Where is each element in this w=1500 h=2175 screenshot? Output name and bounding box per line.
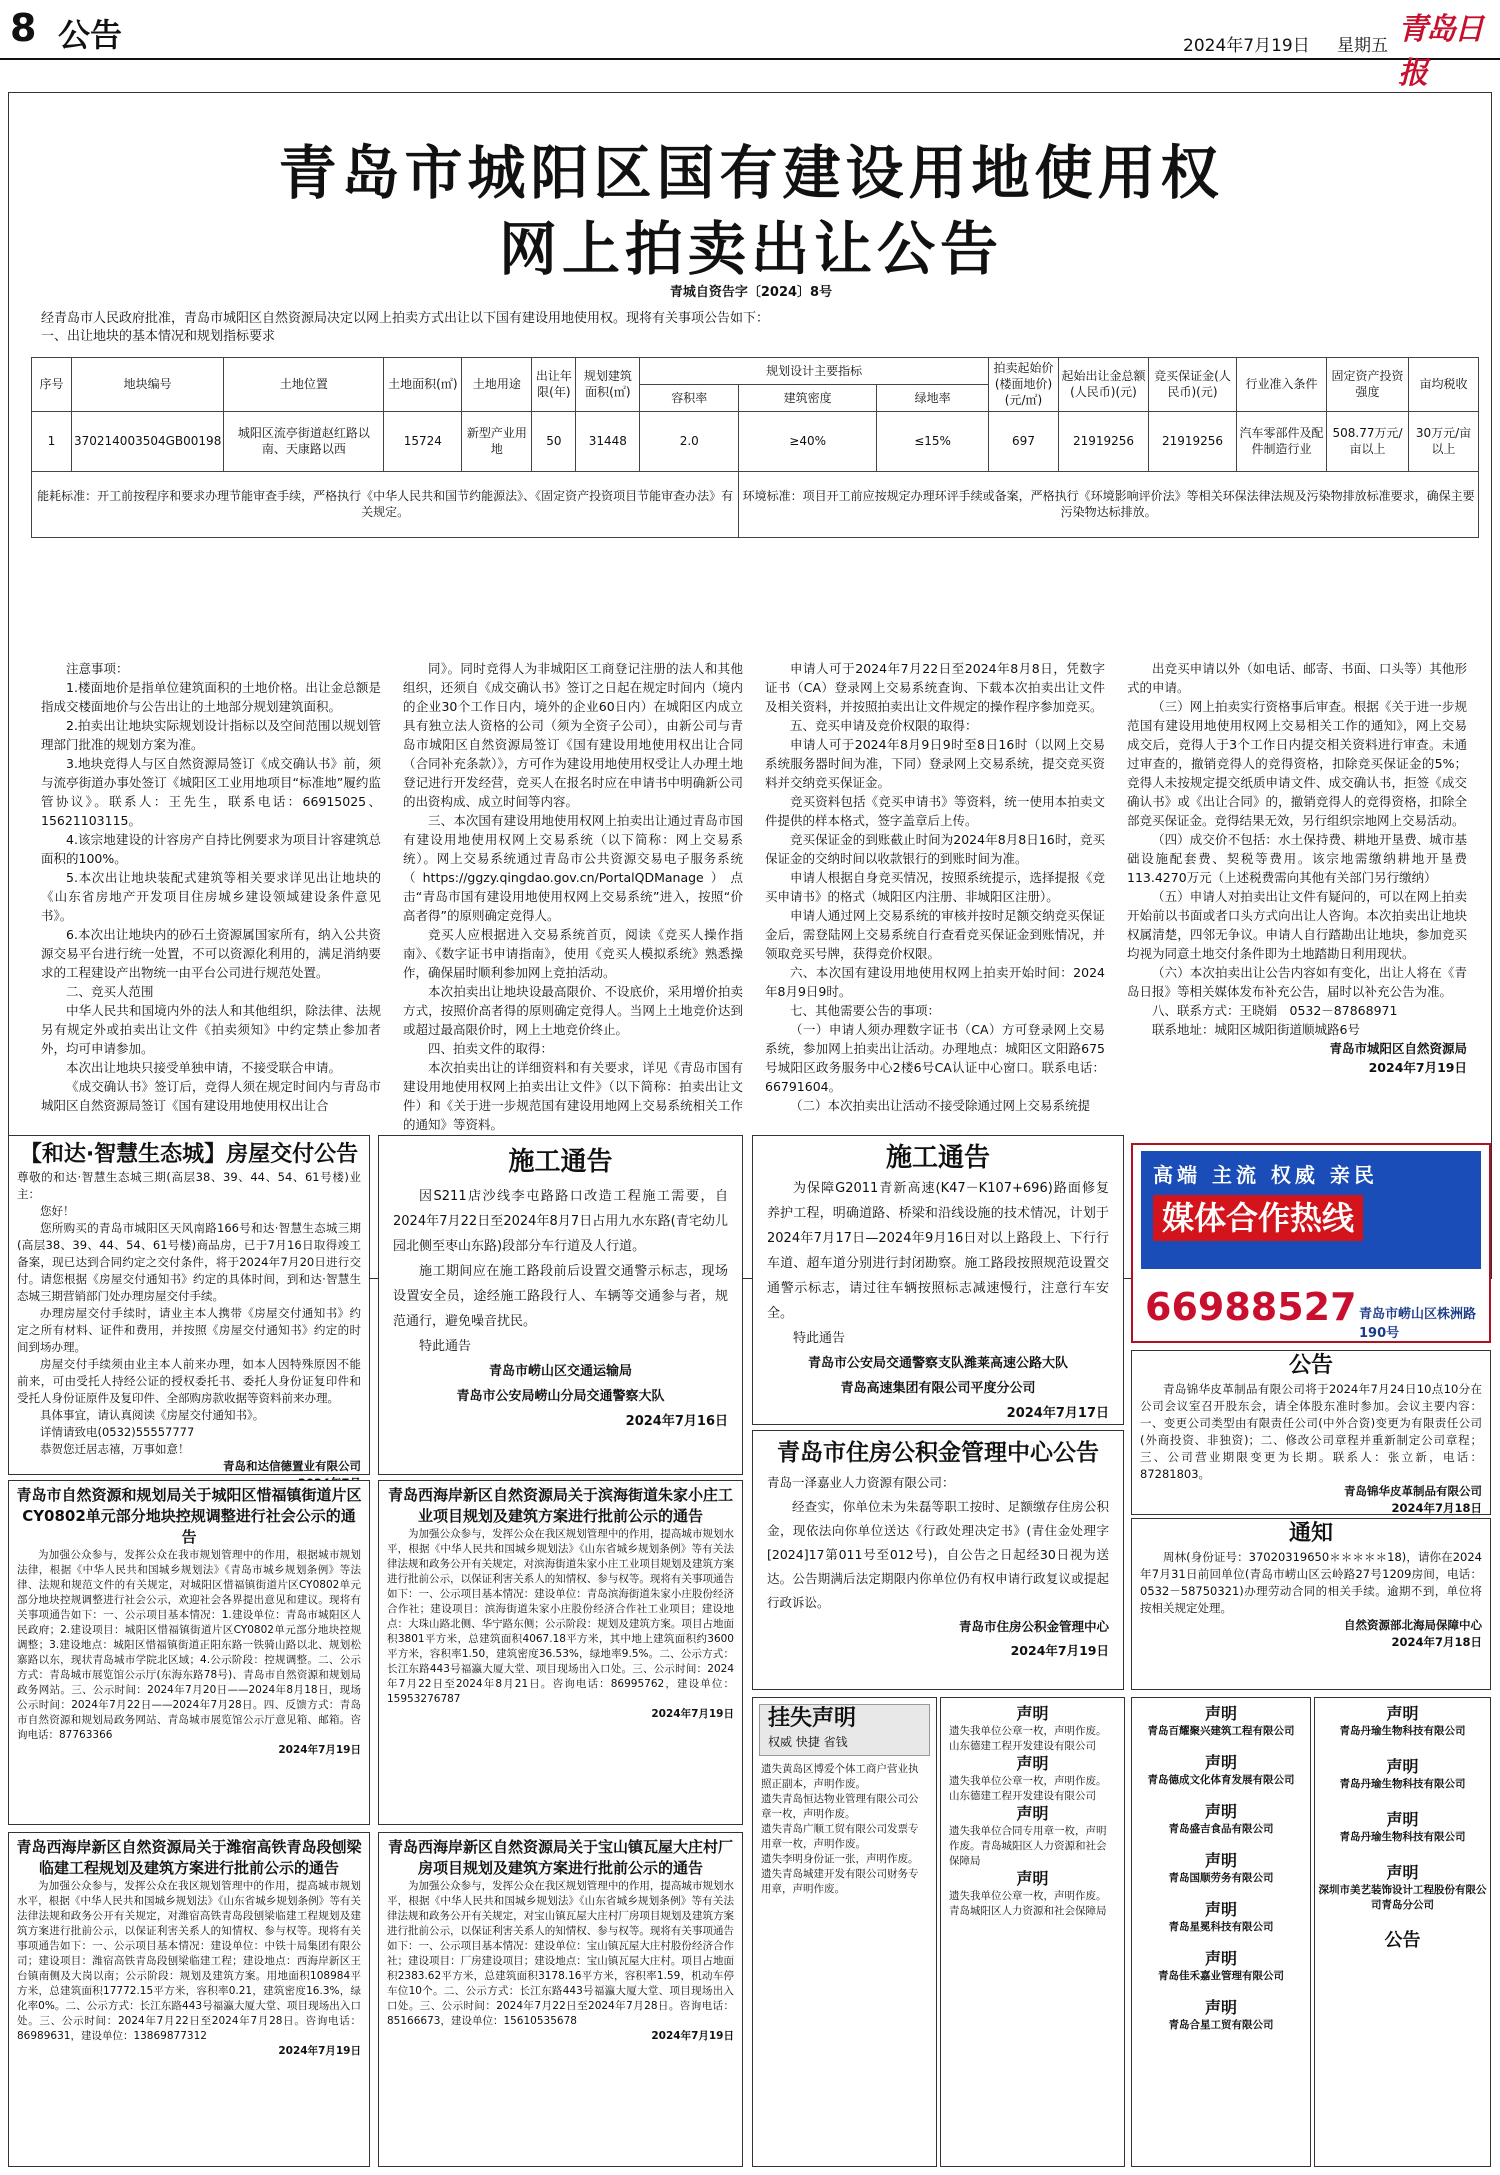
notice-text xyxy=(379,1527,742,1722)
statement-org: 青岛丹瑜生物科技有限公司 xyxy=(1339,1725,1466,1737)
issue-weekday: 星期五 xyxy=(1337,36,1388,56)
paragraph: 为加强公众参与，发挥公众在我区规划管理中的作用，提高城市规划水平，根据《中华人民共和国城乡规划法》《山东省城乡规划条例》等有关法律法规和政务公开有关规定，对滨海街道朱家小庄工业项目规划及建筑方案进行批前公示，以保证利害关系人的知情权、参与权等。现将有关事项通告如下：一、公示项目基本情况：建设单位：青岛滨海街道朱家小庄股份经济合作社；建设项目：滨海街道朱家小庄股份经济合作社工业项目；建设地点：大珠山路北侧、华宁路东侧；公示阶段：规划及建筑方案。项目占地面积3801平方米，总建筑面积4067.18平方米，其中地上建筑面积约3600平方米，容积率1.50，建筑密度36.53%，绿地率9.5%。二、公示方式：长江东路443号福瀛大厦大堂、项目现场出入口处。三、公示时间：2024年7月22日至2024年8月21日。咨询电话：86995762，建设单位：15953276787 xyxy=(387,1528,734,1705)
statement-heading: 声明 xyxy=(1016,1754,1049,1773)
list-item: 遗失青岛城建开发有限公司财务专用章，声明作废。 xyxy=(761,1868,919,1895)
cell: ≥40% xyxy=(739,411,877,471)
land-parcel-table xyxy=(31,357,1479,538)
ad-phone: 66988527 xyxy=(1145,1285,1357,1329)
issue-date: 2024年7月19日 xyxy=(651,2030,734,2042)
cell: 15724 xyxy=(384,411,462,471)
paragraph: 1.楼面地价是指单位建筑面积的土地价格。出让金总额是指成交楼面地价与公告出让的土地部分规划建筑面积。 xyxy=(41,680,381,714)
construction-notice-highway xyxy=(752,1135,1124,1425)
paragraph: 四、拍卖文件的取得： xyxy=(428,1041,554,1056)
labor-contract-notice xyxy=(1131,1518,1491,1690)
paragraph: 申请人根据自身竞买情况，按照系统提示，选择提报《竞买申请书》的格式（城阳区内注册、非城阳区注册）。 xyxy=(765,870,1105,904)
paragraph: 中华人民共和国境内外的法人和其他组织，除法律、法规另有规定外或拍卖出让文件《拍卖须知》中约定禁止参加者外，均可申请参加。 xyxy=(41,1003,381,1056)
classified-banner xyxy=(759,1704,930,1756)
notice-text xyxy=(9,1548,369,1758)
statement-heading: 声明 xyxy=(1204,1704,1237,1723)
th-deposit: 竞买保证金(人民币)(元) xyxy=(1149,358,1237,412)
th-far: 容积率 xyxy=(640,384,739,411)
list-item: 遗失黄岛区博爱个体工商户营业执照正副本，声明作废。 xyxy=(761,1763,919,1790)
list-item: 遗失青岛广顺工贸有限公司发票专用章一枚，声明作废。 xyxy=(761,1823,919,1850)
list-item: 遗失李明身份证一张，声明作废。 xyxy=(761,1853,919,1865)
th-use: 土地用途 xyxy=(462,358,532,412)
lost-statement-column-4 xyxy=(1314,1697,1491,2167)
notice-title xyxy=(9,135,1493,287)
cell: 新型产业用地 xyxy=(462,411,532,471)
cell: 2.0 xyxy=(640,411,739,471)
statement-org: 青岛丹瑜生物科技有限公司 xyxy=(1339,1831,1466,1843)
issue-date: 2024年7月19日 xyxy=(651,1708,734,1720)
media-partner-ad xyxy=(1131,1143,1491,1343)
th-industry: 行业准入条件 xyxy=(1237,358,1327,412)
statement-heading: 声明 xyxy=(1386,1757,1419,1776)
paragraph: （一）申请人须办理数字证书（CA）方可登录网上交易系统，参加网上拍卖出让活动。办理地点：城阳区文阳路675号城阳区政务服务中心2楼6号CA认证中心窗口。联系电话：66791604。 xyxy=(765,1022,1105,1094)
paragraph: 经查实，你单位未为朱磊等职工按时、足额缴存住房公积金，现依法向你单位送达《行政处理决定书》(青住金处理字[2024]17第011号至012号)，自公告之日起经30日视为送达。公告期满后法定期限内你单位仍有权申请行政复议或提起行政诉讼。 xyxy=(767,1499,1109,1610)
section-heading: 一、出让地块的基本情况和规划指标要求 xyxy=(41,329,276,344)
signature-org: 青岛市城阳区自然资源局 xyxy=(1329,1041,1467,1056)
notice-heading: 施工通告 xyxy=(885,1143,990,1173)
issuer: 青岛锦华皮革制品有限公司 xyxy=(1344,1484,1482,1498)
planning-notice-binhai xyxy=(378,1480,743,1825)
paragraph: 4.该宗地建设的计容房产自持比例要求为项目计容建筑总面积的100%。 xyxy=(41,832,381,866)
paragraph: 本次拍卖出让的详细资料和有关要求，详见《青岛市国有建设用地使用权网上拍卖出让文件》（以下简称：拍卖出让文件）和《关于进一步规范国有建设用地网上交易系统相关工作的通知》等资料。 xyxy=(403,1060,743,1132)
cell: 1 xyxy=(32,411,72,471)
statement-org: 青岛百耀聚兴建筑工程有限公司 xyxy=(1147,1725,1295,1737)
paragraph: 竞买资料包括《竞买申请书》等资料，统一使用本拍卖文件提供的样本格式，签字盖章后上传。 xyxy=(765,794,1105,828)
notice-column-2 xyxy=(403,659,743,1134)
notice-heading: 青岛西海岸新区自然资源局关于滨海街道朱家小庄工业项目规划及建筑方案进行批前公示的通告 xyxy=(387,1486,733,1525)
housing-delivery-notice xyxy=(8,1135,370,1475)
paragraph: 联系地址：城阳区城阳街道顺城路6号 xyxy=(1152,1022,1360,1037)
th-parcel-no: 地块编号 xyxy=(72,358,224,412)
shareholder-meeting-notice xyxy=(1131,1350,1491,1515)
ad-address: 青岛市崂山区株洲路190号 xyxy=(1359,1307,1477,1341)
paragraph: 3.地块竞得人与区自然资源局签订《成交确认书》前，须与流亭街道办事处签订《城阳区工业用地项目“标准地”履约监管协议》。联系人：王先生，联系电话：66915025、15621103115。 xyxy=(41,756,381,828)
section-name: 公告 xyxy=(58,16,123,54)
statement-text: 遗失我单位合同专用章一枚，声明作废。青岛城阳区人力资源和社会保障局 xyxy=(949,1825,1107,1867)
planning-notice-baoshan xyxy=(378,1832,743,2167)
paragraph: 您好！ xyxy=(40,1204,75,1218)
paragraph: 特此通告 xyxy=(793,1331,846,1346)
paragraph: 六、本次国有建设用地使用权网上拍卖开始时间：2024年8月9日9时。 xyxy=(765,965,1105,999)
notice-heading: 【和达·智慧生态城】房屋交付公告 xyxy=(19,1142,359,1167)
paragraph: 本次出让地块只接受单独申请，不接受联合申请。 xyxy=(66,1060,342,1075)
cell: 30万元/亩以上 xyxy=(1409,411,1479,471)
statement-text: 遗失我单位公章一枚，声明作废。山东德建工程开发建设有限公司 xyxy=(949,1775,1107,1802)
ad-tags: 高端 主流 权威 亲民 xyxy=(1153,1163,1378,1187)
th-floor-area: 规划建筑面积(㎡) xyxy=(576,358,640,412)
paragraph: 注意事项： xyxy=(66,661,129,676)
lost-statement-column-3 xyxy=(1131,1697,1311,2167)
notice-column-4 xyxy=(1127,659,1467,1077)
notice-heading: 施工通告 xyxy=(508,1147,613,1177)
issuer-2: 青岛高速集团有限公司平度分公司 xyxy=(840,1381,1036,1396)
ad-banner xyxy=(1141,1151,1481,1269)
paragraph: 5.本次出让地块装配式建筑等相关要求详见出让地块的《山东省房地产开发项目住房城乡建设领域建设条件意见书》。 xyxy=(41,870,381,923)
cell: 汽车零部件及配件制造行业 xyxy=(1237,411,1327,471)
statement-org: 深圳市美艺装饰设计工程股份有限公司青岛分公司 xyxy=(1318,1884,1487,1911)
statement-org: 青岛合星工贸有限公司 xyxy=(1168,2019,1274,2031)
page-number: 8 xyxy=(10,6,37,50)
paragraph: 具体事宜，请认真阅读《房屋交付通知书》。 xyxy=(40,1408,265,1422)
th-index: 序号 xyxy=(32,358,72,412)
notice-text xyxy=(753,1176,1123,1426)
cell: 370214003504GB00198 xyxy=(72,411,224,471)
th-total-price: 起始出让金总额(人民币)(元) xyxy=(1059,358,1149,412)
th-density: 建筑密度 xyxy=(739,384,877,411)
paragraph: （二）本次拍卖出让活动不接受除通过网上交易系统提 xyxy=(790,1098,1091,1113)
planning-notice-cy0802 xyxy=(8,1480,370,1825)
masthead xyxy=(0,0,1500,91)
classified-slogan: 权威 快捷 省钱 xyxy=(768,1735,848,1749)
housing-fund-notice xyxy=(752,1430,1124,1690)
issue-date: 2024年7月18日 xyxy=(1391,1635,1482,1649)
statement-org: 青岛丹瑜生物科技有限公司 xyxy=(1339,1778,1466,1790)
statement-heading: 声明 xyxy=(1386,1863,1419,1882)
paragraph: 二、竞买人范围 xyxy=(66,984,154,999)
notice-title-line2: 网上拍卖出让公告 xyxy=(498,215,1003,283)
paragraph: 因S211店沙线李屯路路口改造工程施工需要，自2024年7月22日至2024年8月7日占用九水东路(青宅幼儿园北侧至枣山东路)段部分车行道及人行道。 xyxy=(393,1189,728,1254)
th-start-price: 拍卖起始价(楼面地价)(元/㎡) xyxy=(989,358,1059,412)
statement-heading: 声明 xyxy=(1204,1998,1237,2017)
paragraph: 施工期间应在施工路段前后设置交通警示标志，现场设置安全员，途经施工路段行人、车辆等交通参与者，规范通行，避免噪音扰民。 xyxy=(393,1264,728,1329)
paragraph: （四）成交价不包括：水土保持费、耕地开垦费、城市基础设施配套费、契税等费用。该宗地需缴纳耕地开垦费113.4270万元（上述税费需向其他有关部门另行缴纳） xyxy=(1127,832,1467,885)
paragraph: 出竞买申请以外（如电话、邮寄、书面、口头等）其他形式的申请。 xyxy=(1127,661,1467,695)
statement-heading: 声明 xyxy=(1016,1869,1049,1888)
statement-org: 青岛德成文化体育发展有限公司 xyxy=(1147,1774,1295,1786)
cell: 21919256 xyxy=(1059,411,1149,471)
statement-heading: 声明 xyxy=(1204,1949,1237,1968)
table-row xyxy=(32,411,1479,471)
classified-items xyxy=(753,1762,936,1897)
paragraph: 您所购买的青岛市城阳区天风南路166号和达·智慧生态城三期(高层38、39、44、54、61号楼)商品房，已于7月16日取得竣工备案，现已达到合同约定之交付条件，将于2024年7月20日进行交付。请您根据《房屋交付通知书》约定的具体时间，到和达·智慧生态城三期营销部门处办理房屋交付手续。 xyxy=(17,1221,361,1303)
small-notice-heading: 公告 xyxy=(1384,1930,1421,1951)
paragraph: 特此通告 xyxy=(419,1339,472,1354)
paragraph: 恭贺您迁居志禧，万事如意！ xyxy=(40,1442,190,1456)
statement-heading: 声明 xyxy=(1204,1802,1237,1821)
paragraph: （六）本次拍卖出让公告内容如有变化，出让人将在《青岛日报》等相关媒体发布补充公告，届时以补充公告为准。 xyxy=(1127,965,1467,999)
th-tax: 亩均税收 xyxy=(1409,358,1479,412)
issue-date: 2024年7月19日 xyxy=(278,1744,361,1756)
paragraph: 详情请致电(0532)55557777 xyxy=(40,1425,195,1439)
paragraph: 为保障G2011青新高速(K47－K107+696)路面修复养护工程，明确道路、桥梁和沿线设施的技术情况，计划于2024年7月17日—2024年9月16日对以上路段上、下行行车道、超车道分别进行封闭勘察。施工路段按照规范设置交通警示标志，请过往车辆按照标志减速慢行，注意行车安全。 xyxy=(767,1181,1109,1321)
classified-header: 挂失声明 xyxy=(768,1706,857,1731)
list-item: 遗失青岛恒达物业管理有限公司公章一枚，声明作废。 xyxy=(761,1793,919,1820)
land-auction-notice xyxy=(8,92,1492,1279)
cell: 508.77万元/亩以上 xyxy=(1327,411,1409,471)
issue-date: 2024年7月19日 xyxy=(1183,36,1310,56)
cell: 城阳区流亭街道赵红路以南、天康路以西 xyxy=(224,411,384,471)
lost-statement-column-1 xyxy=(752,1697,937,2167)
issuer-1: 青岛市崂山区交通运输局 xyxy=(488,1364,632,1379)
paragraph: 为加强公众参与，发挥公众在我区规划管理中的作用，提高城市规划水平，根据《中华人民共和国城乡规划法》《山东省城乡规划条例》等有关法律法规和政务公开有关规定，对潍宿高铁青岛段刨梁临建工程规划及建筑方案进行批前公示，以保证利害关系人的知情权、参与权等。现将有关事项通告如下：一、公示项目基本情况：建设单位：中铁十局集团有限公司；建设项目：潍宿高铁青岛段刨梁临建工程；建设地点：西海岸新区王台镇南侧及大岗以南；公示阶段：规划及建筑方案。用地面积108984平方米，总建筑面积17772.15平方米，容积率0.21，建筑密度16.3%，绿化率0%。二、公示方式：长江东路443号福瀛大厦大堂、项目现场出入口处。三、公示时间：2024年7月22日至2024年7月28日。咨询电话：86989631，建设单位：13869877312 xyxy=(17,1880,361,2042)
construction-notice-laoshan xyxy=(378,1135,743,1475)
paragraph: 为加强公众参与，发挥公众在我市规划管理中的作用，根据城市规划法律，根据《中华人民共和国城乡规划法》《青岛市城乡规划条例》等法律、法规和规范文件的有关规定，对城阳区惜福镇街道片区CY0802单元部分地块控规调整进行社会公示，欢迎社会各界提出意见和建议。现将有关事项通告如下：一、公示项目基本情况：1.建设单位：青岛市城阳区人民政府；2.建设项目：城阳区惜福镇街道片区CY0802单元部分地块控规调整；3.建设地点：城阳区惜福镇街道正阳东路一铁骑山路以北、规划松寨路以东，现状青岛城市学院北区域；4.公示阶段：控规调整。二、公示方式：青岛城市展览馆公示厅(东海东路78号)、青岛市自然资源和规划局政务网站。三、公示时间：2024年7月20日——2024年8月18日，现场公示时间：2024年7月22日——2024年7月28日。四、反馈方式：青岛市自然资源和规划局政务网站、青岛城市展览馆公示厅意见箱、邮箱。咨询电话：87763366 xyxy=(17,1549,361,1741)
standards-row xyxy=(32,471,1479,537)
notice-heading: 青岛市自然资源和规划局关于城阳区惜福镇街道片区CY0802单元部分地块控规调整进行社会公示的通告 xyxy=(16,1486,362,1546)
statement-heading: 声明 xyxy=(1204,1851,1237,1870)
notice-text xyxy=(9,1879,369,2059)
notice-heading: 青岛西海岸新区自然资源局关于宝山镇瓦屋大庄村厂房项目规划及建筑方案进行批前公示的通告 xyxy=(387,1838,733,1877)
paragraph: 青岛锦华皮革制品有限公司将于2024年7月24日10点10分在公司会议室召开股东会，请全体股东准时参加。会议主要内容：一、变更公司类型由有限责任公司(中外合资)变更为有限责任公司(外商投资、非独资)；二、修改公司章程并重新制定公司章程；三、公司营业期限变更为长期。联系人：张立新，电话：87281803。 xyxy=(1140,1382,1482,1481)
paragraph: 周林(身份证号：37020319650＊＊＊＊＊18)，请你在2024年7月31日前回单位(青岛市崂山区云岭路27号1209房间，电话：0532－58750321)办理劳动合同的相关手续。逾期不到，单位将按相关规定处理。 xyxy=(1140,1550,1482,1615)
notice-column-1 xyxy=(41,659,381,1115)
paragraph: 申请人通过网上交易系统的审核并按时足额交纳竞买保证金后，需登陆网上交易系统自行查看竞买保证金到账情况，并领取竞买号牌，获得竞价权限。 xyxy=(765,908,1105,961)
paragraph: 6.本次出让地块内的砂石土资源属国家所有，纳入公共资源交易平台进行统一处置，不可以资源化利用的，满足消纳要求的工程建设产出物统一由平台公司进行规范处置。 xyxy=(41,927,381,980)
ad-headline: 媒体合作热线 xyxy=(1153,1195,1363,1241)
paragraph: （三）网上拍卖实行资格事后审查。根据《关于进一步规范国有建设用地使用权网上交易相关工作的通知》，网上交易成交后，竞得人于3个工作日内提交相关资料进行审查。未通过审查的，撤销竞得人的竞得资格，扣除竞买保证金的5%；竞得人未按规定提交纸质申请文件、成交确认书，拒签《成交确认书》或《出让合同》的，撤销竞得人的竞得资格，扣除全部竞买保证金。竞得结果无效，另行组织宗地网上交易活动。 xyxy=(1127,699,1467,828)
statement-org: 青岛国顺劳务有限公司 xyxy=(1168,1872,1274,1884)
statement-heading: 声明 xyxy=(1204,1900,1237,1919)
notice-heading: 青岛西海岸新区自然资源局关于潍宿高铁青岛段刨梁临建工程规划及建筑方案进行批前公示的通告 xyxy=(16,1838,362,1877)
issue-date: 2024年7月16日 xyxy=(625,1414,728,1429)
notice-heading: 公告 xyxy=(1288,1353,1333,1378)
paragraph: 竞买人应根据进入交易系统首页，阅读《竞买人操作指南》、《数字证书申请指南》，使用《竞买人模拟系统》熟悉操作，确保届时顺利参加网上竞拍活动。 xyxy=(403,927,743,980)
paragraph: 三、本次国有建设用地使用权网上拍卖出让通过青岛市国有建设用地使用权网上交易系统（以下简称：网上交易系统）。网上交易系统通过青岛市公共资源交易电子服务系统（https://ggzy.qingdao.gov.cn/PortalQDManage）点击“青岛市国有建设用地使用权网上交易系统”进入，按照“价高者得”的原则确定竞得人。 xyxy=(403,813,743,923)
paragraph: 青岛一泽嘉业人力资源有限公司： xyxy=(767,1475,955,1490)
paragraph: 五、竞买申请及竞价权限的取得： xyxy=(790,718,978,733)
statement-heading: 声明 xyxy=(1016,1704,1049,1723)
statement-org: 青岛佳禾嘉业管理有限公司 xyxy=(1158,1970,1284,1982)
notice-intro: 经青岛市人民政府批准，青岛市城阳区自然资源局决定以网上拍卖方式出让以下国有建设用地使用权。现将有关事项公告如下： xyxy=(41,311,770,326)
cell: 21919256 xyxy=(1149,411,1237,471)
notice-heading: 青岛市住房公积金管理中心公告 xyxy=(777,1440,1099,1466)
statement-heading: 声明 xyxy=(1386,1704,1419,1723)
issue-date: 2024年7月18日 xyxy=(1391,1501,1482,1515)
cell: 50 xyxy=(532,411,576,471)
statement-heading: 声明 xyxy=(1016,1804,1049,1823)
cell: ≤15% xyxy=(877,411,989,471)
paragraph: 为加强公众参与，发挥公众在我区规划管理中的作用，提高城市规划水平，根据《中华人民共和国城乡规划法》《山东省城乡规划条例》等有关法律法规和政务公开有关规定，对宝山镇瓦屋大庄村厂房项目规划及建筑方案进行批前公示，以保证利害关系人的知情权、参与权等。现将有关事项通告如下：一、公示项目基本情况：建设单位：宝山镇瓦屋大庄村股份经济合作社；建设项目：厂房建设项目；建设地点：宝山镇瓦屋大庄村。项目占地面积2383.62平方米，总建筑面积3178.16平方米，容积率1.59，机动车停车位10个。二、公示方式：长江东路443号福瀛大厦大堂、项目现场出入口处。三、公示时间：2024年7月22日至2024年7月28日。咨询电话：85166673，建设单位：15610535678 xyxy=(387,1880,734,2027)
paragraph: 尊敬的和达·智慧生态城三期(高层38、39、44、54、61号楼)业主： xyxy=(17,1170,361,1201)
th-term: 出让年限(年) xyxy=(532,358,576,412)
issuer-2: 青岛市公安局崂山分局交通警察大队 xyxy=(456,1389,665,1404)
th-green: 绿地率 xyxy=(877,384,989,411)
cell: 697 xyxy=(989,411,1059,471)
notice-text xyxy=(379,1879,742,2044)
document-number: 青城自资告字〔2024〕8号 xyxy=(669,285,833,300)
paragraph: 2.拍卖出让地块实际规划设计指标以及空间范围以规划管理部门批准的规划方案为准。 xyxy=(41,718,381,752)
th-area: 土地面积(㎡) xyxy=(384,358,462,412)
planning-notice-weisu xyxy=(8,1832,370,2167)
paragraph: 房屋交付手续须由业主本人前来办理，如本人因特殊原因不能前来，可由受托人持经公证的授权委托书、委托人身份证复印件和受托人身份证原件及复印件、全部购房款收据等资料前来办理。 xyxy=(17,1357,361,1405)
notice-text xyxy=(1132,1549,1490,1651)
paragraph: 《成交确认书》签订后，竞得人须在规定时间内与青岛市城阳区自然资源局签订《国有建设用地使用权出让合 xyxy=(41,1079,381,1113)
issue-date: 2024年7月19日 xyxy=(1010,1643,1109,1658)
th-planning-indicators: 规划设计主要指标 xyxy=(640,358,989,385)
statement-org: 青岛盛吉食品有限公司 xyxy=(1168,1823,1274,1835)
environment-standard: 环境标准：项目开工前应按规定办理环评手续或备案，严格执行《环境影响评价法》等相关环保法律法规及污染物排放标准要求，确保主要污染物达标排放。 xyxy=(739,471,1479,537)
statement-heading: 声明 xyxy=(1204,1753,1237,1772)
lost-statement-column-2 xyxy=(940,1697,1125,2167)
paragraph: 同》。同时竞得人为非城阳区工商登记注册的法人和其他组织，还须自《成交确认书》签订之日起在规定时间内（境内的企业30个工作日内，境外的企业60日内）在城阳区内成立具有独立法人资格的公司（须为全资子公司），由新公司与青岛市城阳区自然资源局签订《国有建设用地使用权出让合同（合同补充条款）》，方可作为建设用地使用权受让人办理土地登记进行开发经营，竞买人在报名时应在申请书中明确新公司的出资构成、成立时间等内容。 xyxy=(403,661,743,809)
notice-text xyxy=(379,1184,742,1434)
notice-heading: 通知 xyxy=(1288,1521,1333,1546)
paragraph: 八、联系方式：王晓娟 0532－87868971 xyxy=(1152,1003,1398,1018)
statement-org: 青岛星冕科技有限公司 xyxy=(1168,1921,1274,1933)
paragraph: （五）申请人对拍卖出让文件有疑问的，可以在网上拍卖开始前以书面或者口头方式向出让人咨询。本次拍卖出让地块权属清楚，四邻无争议。申请人自行踏勘出让地块，参加竞买均视为同意土地交付条件即为土地踏勘日利用现状。 xyxy=(1127,889,1467,961)
notice-text xyxy=(9,1169,369,1492)
statement-heading: 声明 xyxy=(1386,1810,1419,1829)
newspaper-logo: 青岛日报 xyxy=(1398,12,1482,91)
notice-text xyxy=(753,1471,1123,1663)
th-location: 土地位置 xyxy=(224,358,384,412)
paragraph: 七、其他需要公告的事项： xyxy=(790,1003,941,1018)
issue-date: 2024年7月19日 xyxy=(278,2045,361,2057)
notice-column-3 xyxy=(765,659,1105,1115)
cell: 31448 xyxy=(576,411,640,471)
issuer: 青岛和达信德置业有限公司 xyxy=(223,1459,361,1473)
energy-standard: 能耗标准：开工前按程序和要求办理节能审查手续，严格执行《中华人民共和国节约能源法》、《固定资产投资项目节能审查办法》有关规定。 xyxy=(32,471,739,537)
paragraph: 竞买保证金的到账截止时间为2024年8月8日16时，竞买保证金的交纳时间以收款银行的到账时间为准。 xyxy=(765,832,1105,866)
notice-title-line1: 青岛市城阳区国有建设用地使用权 xyxy=(278,139,1224,207)
issue-date: 2024年7月17日 xyxy=(1006,1406,1109,1421)
notice-text xyxy=(1132,1381,1490,1517)
paragraph: 申请人可于2024年7月22日至2024年8月8日，凭数字证书（CA）登录网上交易系统查询、下载本次拍卖出让文件及相关资料，并按照拍卖出让文件规定的操作程序参加竞买。 xyxy=(765,661,1105,714)
paragraph: 申请人可于2024年8月9日9时至8日16时（以网上交易系统服务器时间为准，下同）登录网上交易系统，提交竞买资料并交纳竞买保证金。 xyxy=(765,737,1105,790)
issuer-1: 青岛市公安局交通警察支队潍莱高速公路大队 xyxy=(807,1356,1068,1371)
statement-text: 遗失我单位公章一枚，声明作废。青岛城阳区人力资源和社会保障局 xyxy=(949,1890,1107,1917)
paragraph: 本次拍卖出让地块设最高限价、不设底价，采用增价拍卖方式，按照价高者得的原则确定竞得人。当网上土地竞价达到或超过最高限价时，网上土地竞价终止。 xyxy=(403,984,743,1037)
statement-text: 遗失我单位公章一枚，声明作废。山东德建工程开发建设有限公司 xyxy=(949,1725,1107,1752)
paragraph: 办理房屋交付手续时，请业主本人携带《房屋交付通知书》约定之所有材料、证件和费用，并按照《房屋交付通知书》约定的时间到场办理。 xyxy=(17,1306,361,1354)
issuer: 青岛市住房公积金管理中心 xyxy=(958,1619,1109,1634)
signature-date: 2024年7月19日 xyxy=(1368,1060,1467,1075)
issuer: 自然资源部北海局保障中心 xyxy=(1344,1618,1482,1632)
th-investment: 固定资产投资强度 xyxy=(1327,358,1409,412)
